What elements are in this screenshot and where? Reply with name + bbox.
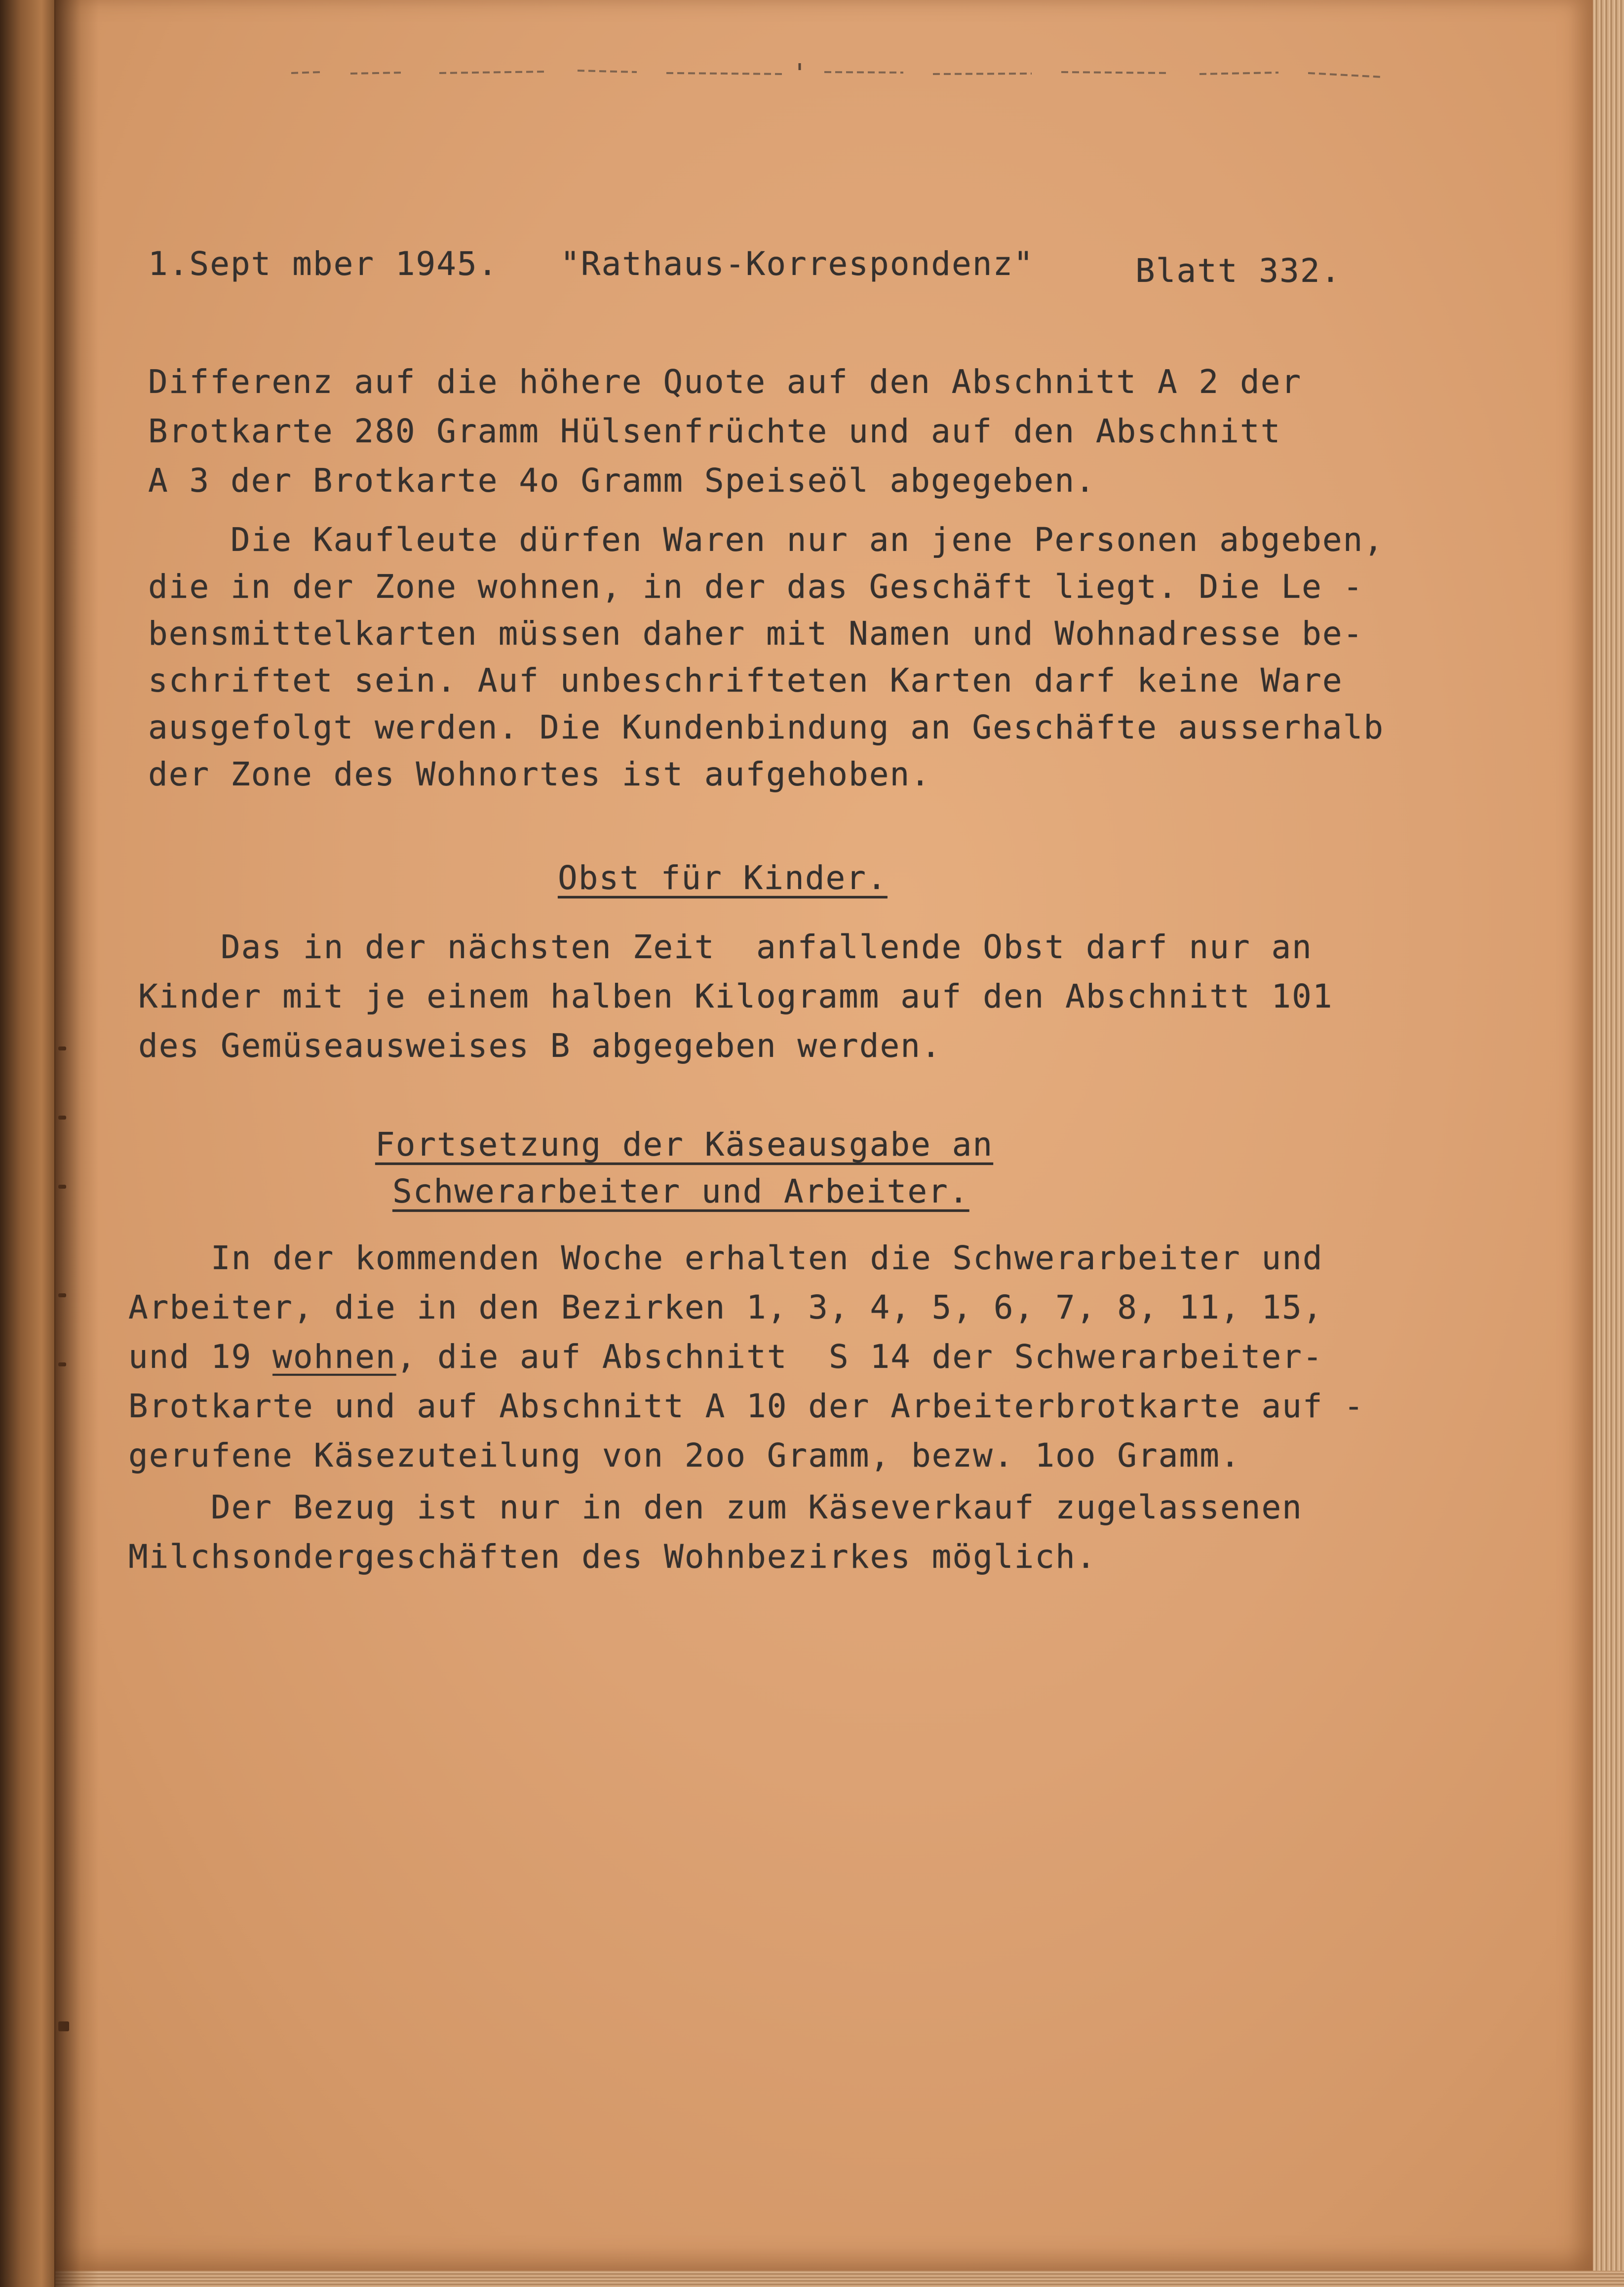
text-line: Der Bezug ist nur in den zum Käseverkauf zugelassenen [128,1488,1303,1526]
text-line: des Gemüseausweises B abgegeben werden. [138,1027,942,1065]
binding-mark [58,1047,66,1050]
header-sheet-number: Blatt 332. [1135,252,1342,290]
text-line: Kinder mit je einem halben Kilogramm auf den Abschnitt 101 [138,977,1333,1015]
text-line: A 3 der Brotkarte 4o Gramm Speiseöl abgegeben. [148,462,1096,500]
binding-mark [58,1116,66,1120]
underlined-word: wohnen [272,1338,396,1376]
binding-gutter [54,0,99,2287]
text-line: Brotkarte 280 Gramm Hülsenfrüchte und auf den Abschnitt [148,412,1281,450]
header-date: 1.Sept mber 1945. [148,245,499,283]
text-line: In der kommenden Woche erhalten die Schwerarbeiter und [128,1239,1323,1277]
text-line: gerufene Käsezuteilung von 2oo Gramm, bezw. 1oo Gramm. [128,1436,1241,1474]
header-publication-title: "Rathaus-Korrespondenz" [560,245,1034,283]
text-line: der Zone des Wohnortes ist aufgehoben. [148,755,931,793]
section-heading: Fortsetzung der Käseausgabe an [375,1125,994,1163]
text-line: schriftet sein. Auf unbeschrifteten Karten darf keine Ware [148,661,1343,699]
text-line [128,1338,1323,1376]
text-line: Brotkarte und auf Abschnitt A 10 der Arbeiterbrotkarte auf - [128,1387,1365,1425]
binding-mark [58,1362,66,1366]
text-line: bensmittelkarten müssen daher mit Namen und Wohnadresse be- [148,615,1364,653]
previous-page-edge [0,0,59,2287]
text-fragment: und 19 [128,1338,273,1376]
page-stack-edge-bottom [55,2271,1624,2287]
section-heading: Schwerarbeiter und Arbeiter. [392,1172,969,1210]
text-line: Die Kaufleute dürfen Waren nur an jene Personen abgeben, [148,521,1385,559]
binding-mark [58,2021,69,2031]
section-heading: Obst für Kinder. [558,859,888,897]
binding-mark [58,1185,66,1189]
page-stack-edge-right [1593,0,1624,2287]
text-line: Arbeiter, die in den Bezirken 1, 3, 4, 5, 6, 7, 8, 11, 15, [128,1288,1323,1326]
text-line: Differenz auf die höhere Quote auf den Abschnitt A 2 der [148,363,1302,401]
text-line: Milchsondergeschäften des Wohnbezirkes möglich. [128,1538,1097,1576]
text-line: ausgefolgt werden. Die Kundenbindung an Geschäfte ausserhalb [148,708,1385,746]
text-line: die in der Zone wohnen, in der das Geschäft liegt. Die Le - [148,568,1364,606]
binding-mark [58,1293,66,1297]
text-fragment: , die auf Abschnitt S 14 der Schwerarbeiter- [396,1338,1323,1376]
text-line: Das in der nächsten Zeit anfallende Obst darf nur an [138,928,1313,966]
typed-dash-line [291,63,1387,83]
